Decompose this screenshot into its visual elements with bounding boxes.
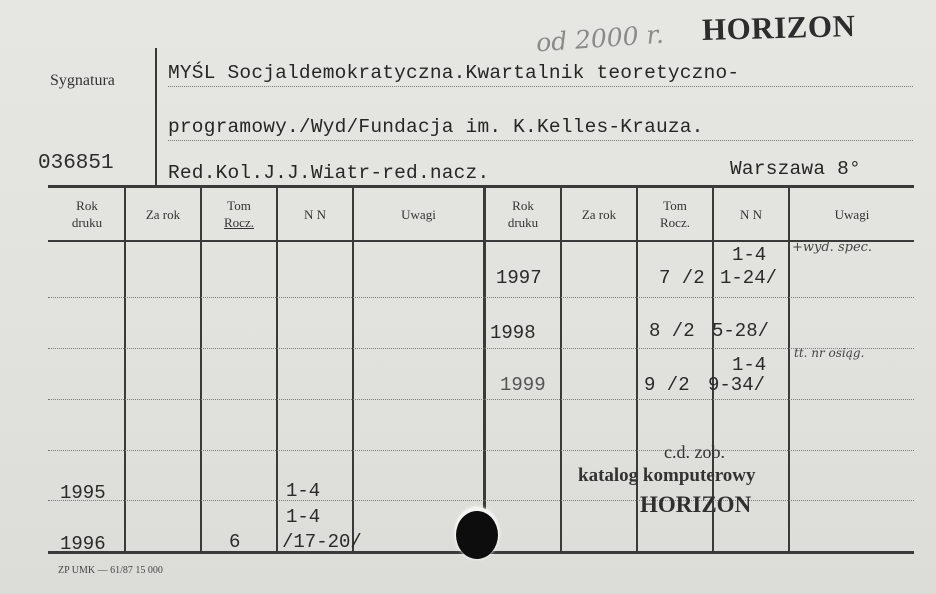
continuation-stamp-line3: HORIZON: [640, 492, 752, 517]
entry-1997-nn: 1-24/: [720, 267, 778, 289]
entry-1997-nn-top: 1-4: [732, 244, 767, 266]
entry-1998-note: tt. nr osiąg.: [794, 346, 865, 360]
col-sep-1: [124, 188, 126, 551]
row-line-2: [48, 348, 914, 349]
header-tom-rocz-left: Tom Rocz.: [224, 198, 254, 230]
table-header-rule: [48, 240, 914, 242]
entry-1995-nn: 1-4: [286, 480, 321, 502]
header-nn-right: N N: [739, 207, 763, 222]
col-sep-7: [636, 188, 638, 551]
row-line-3: [48, 399, 914, 400]
entry-1996-year: 1996: [60, 533, 106, 555]
title-line-2: programowy./Wyd/Fundacja im. K.Kelles-Krauza.: [168, 116, 704, 138]
header-uwagi-left: Uwagi: [401, 207, 436, 222]
col-sep-4: [352, 188, 354, 551]
place-format: Warszawa 8°: [730, 158, 861, 180]
header-nn-left: N N: [303, 207, 327, 222]
continuation-stamp-line1: c.d. zob.: [664, 442, 725, 462]
header-uwagi-right: Uwagi: [834, 207, 870, 222]
entry-1996-nn-top: 1-4: [286, 506, 321, 528]
row-line-4: [48, 450, 914, 451]
title-underline-2: [168, 140, 913, 141]
col-sep-9: [788, 188, 790, 551]
entry-1996-nn: /17-20/: [282, 531, 362, 553]
header-vertical-rule: [155, 48, 157, 188]
col-sep-6: [560, 188, 562, 551]
entry-1996-tom: 6: [229, 531, 241, 553]
col-sep-middle: [483, 188, 486, 551]
entry-1998-year: 1998: [490, 322, 536, 344]
header-rok-druku-left: Rok druku: [71, 198, 103, 230]
entry-1999-year: 1999: [500, 374, 546, 396]
entry-1995-year: 1995: [60, 482, 106, 504]
row-line-5: [48, 500, 914, 501]
entry-1999-tom: 9 /2: [644, 374, 690, 396]
title-underline-1: [168, 86, 913, 87]
entry-1997-tom: 7 /2: [659, 267, 705, 289]
continuation-stamp-line2: katalog komputerowy: [578, 465, 756, 486]
printer-mark: ZP UMK — 61/87 15 000: [58, 565, 163, 576]
sygnatura-label: Sygnatura: [50, 72, 115, 89]
handwritten-date-note: od 2000 r.: [535, 19, 665, 58]
entry-1997-year: 1997: [496, 267, 542, 289]
punch-hole-shadow: [456, 511, 498, 559]
entry-1999-nn-top: 1-4: [732, 354, 767, 376]
entry-1999-nn: 9-34/: [708, 374, 766, 396]
table-top-rule: [48, 185, 914, 188]
title-line-3: Red.Kol.J.J.Wiatr-red.nacz.: [168, 162, 490, 184]
row-line-1: [48, 297, 914, 298]
call-number: 036851: [38, 152, 114, 175]
header-za-rok-left: Za rok: [145, 207, 181, 222]
title-line-1: MYŚL Socjaldemokratyczna.Kwartalnik teoretyczno-: [168, 62, 740, 84]
entry-1998-tom: 8 /2: [649, 320, 695, 342]
col-sep-3: [276, 188, 278, 551]
header-rok-druku-right: Rok druku: [507, 198, 539, 230]
horizon-stamp-top: HORIZON: [701, 7, 856, 48]
col-sep-2: [200, 188, 202, 551]
header-tom-rocz-right: Tom Rocz.: [660, 198, 690, 230]
entry-1998-nn: 5-28/: [712, 320, 770, 342]
entry-1997-note: +wyd. spec.: [792, 240, 873, 255]
header-za-rok-right: Za rok: [581, 207, 617, 222]
